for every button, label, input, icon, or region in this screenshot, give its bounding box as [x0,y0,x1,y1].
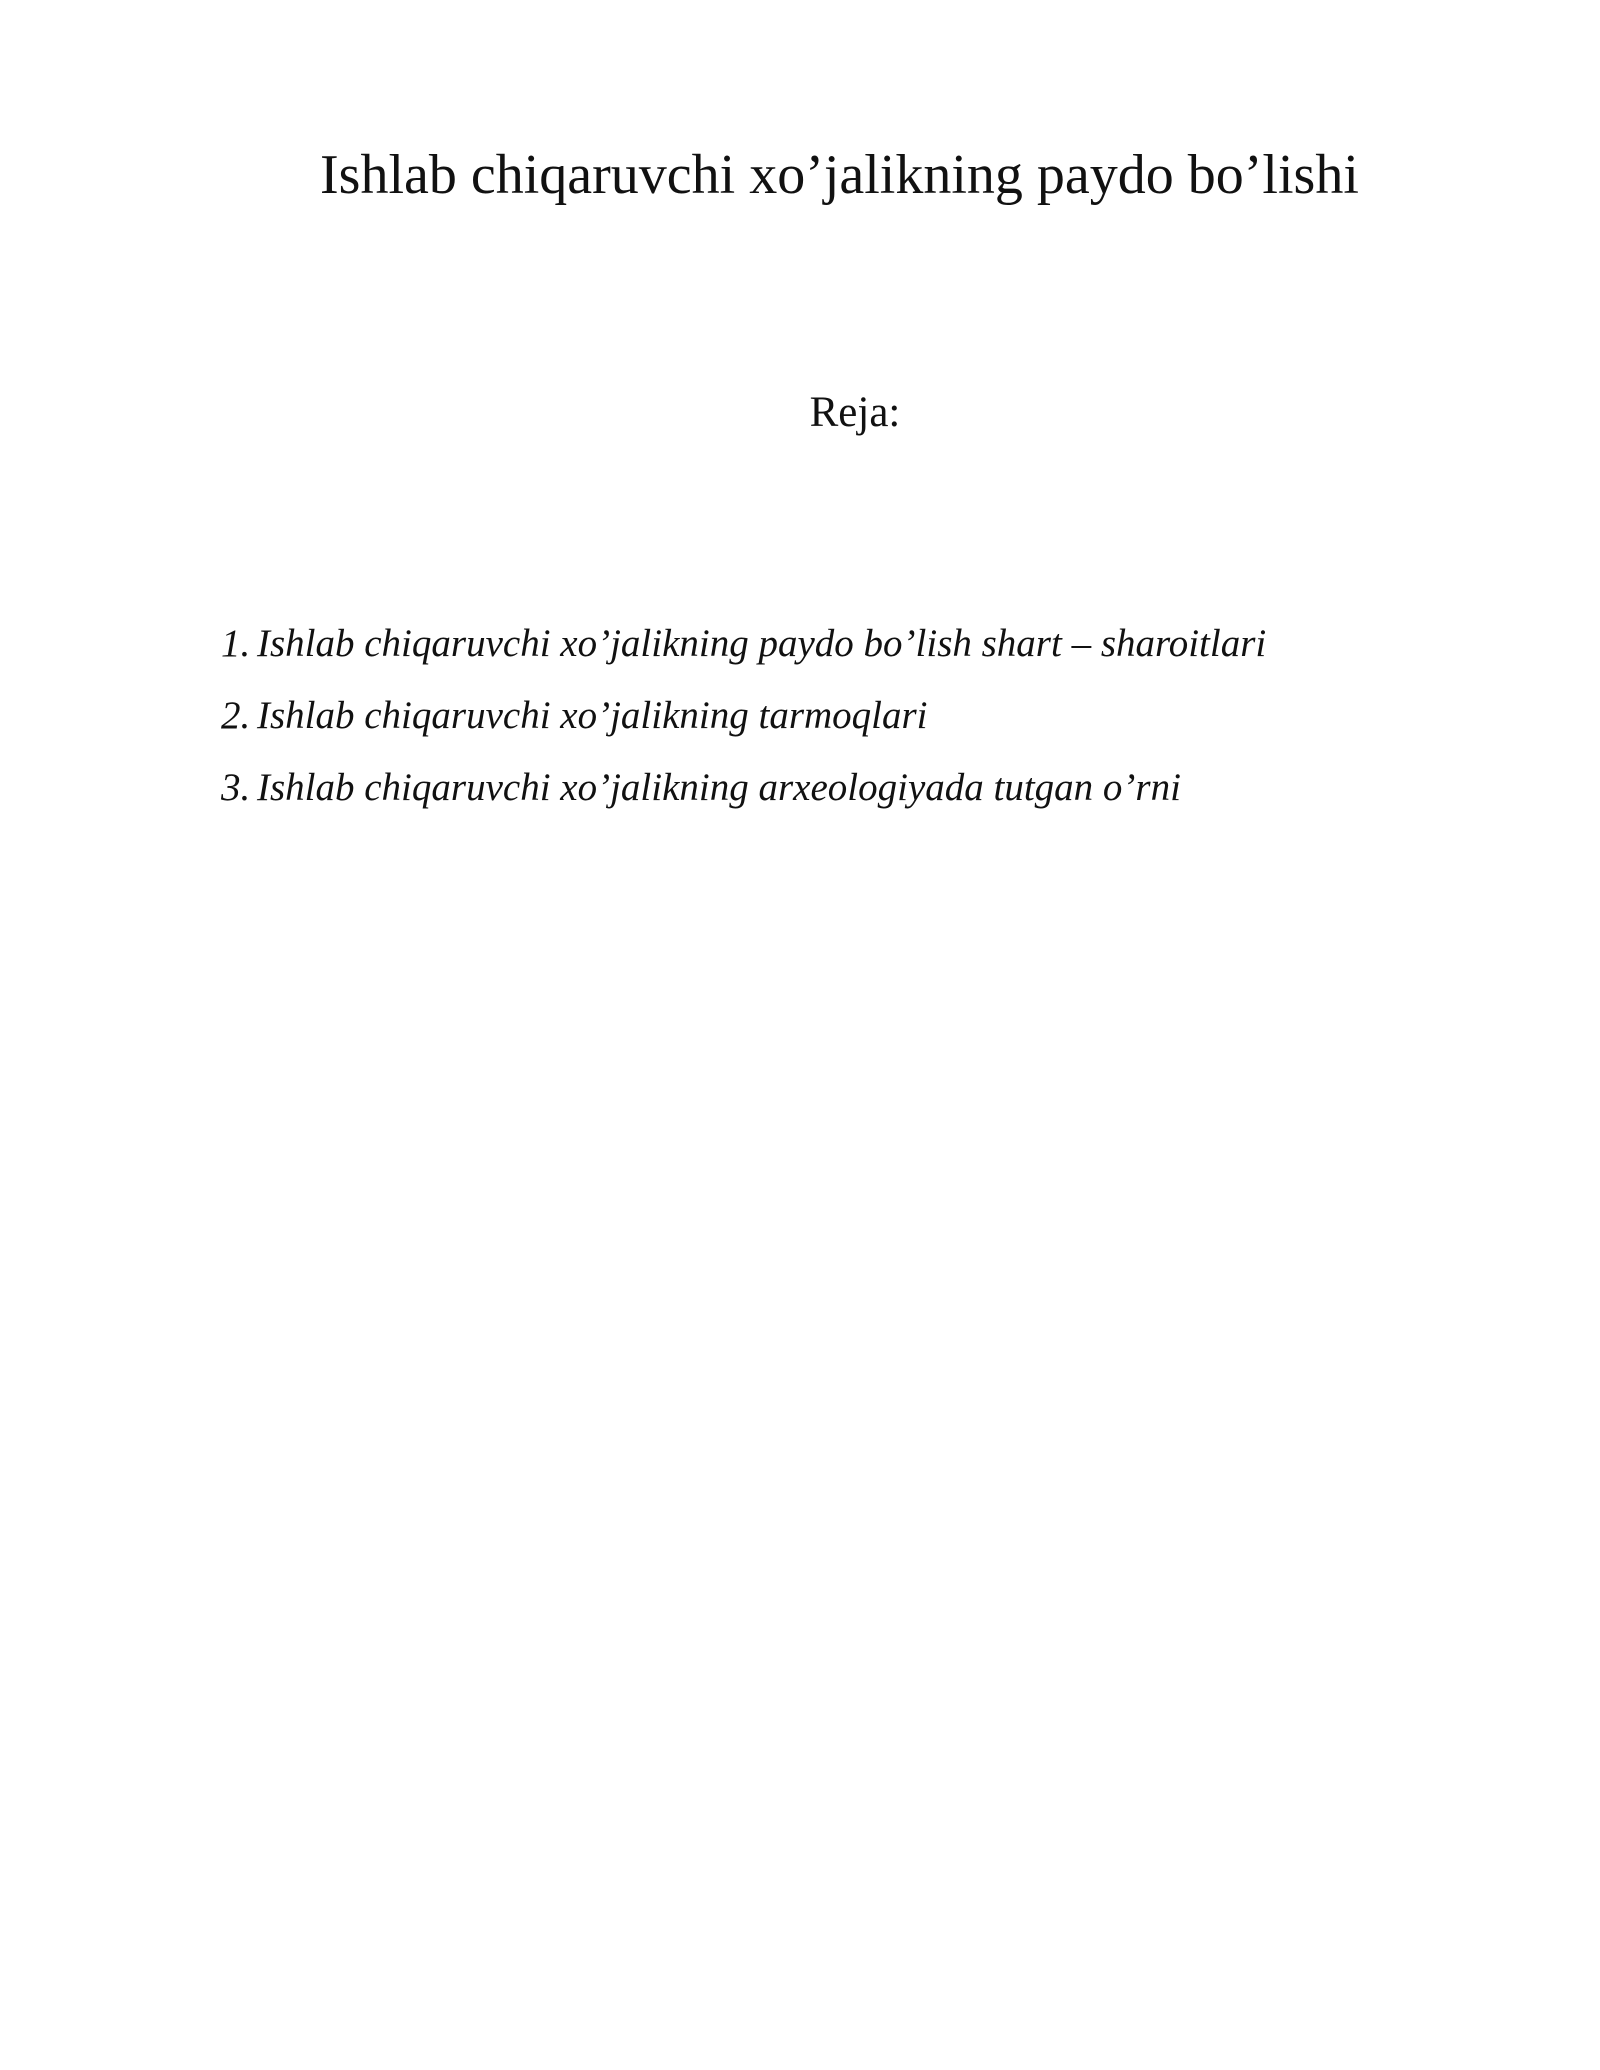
plan-heading: Reja: [809,389,901,436]
plan-list [221,608,1266,824]
plan-item-number: 3. [221,766,251,809]
page-title: Ishlab chiqaruvchi xo’jalikning paydo bo’lishi [320,144,1359,206]
plan-item-number: 2. [221,694,251,737]
plan-item-number: 1. [221,622,251,665]
plan-item-text: Ishlab chiqaruvchi xo’jalikning paydo bo’lish shart – sharoitlari [257,622,1267,665]
plan-item-2 [221,680,1266,752]
plan-item-text: Ishlab chiqaruvchi xo’jalikning arxeologiyada tutgan o’rni [257,766,1181,809]
plan-item-3 [221,752,1266,824]
plan-item-1 [221,608,1266,680]
plan-item-text: Ishlab chiqaruvchi xo’jalikning tarmoqlari [257,694,928,737]
